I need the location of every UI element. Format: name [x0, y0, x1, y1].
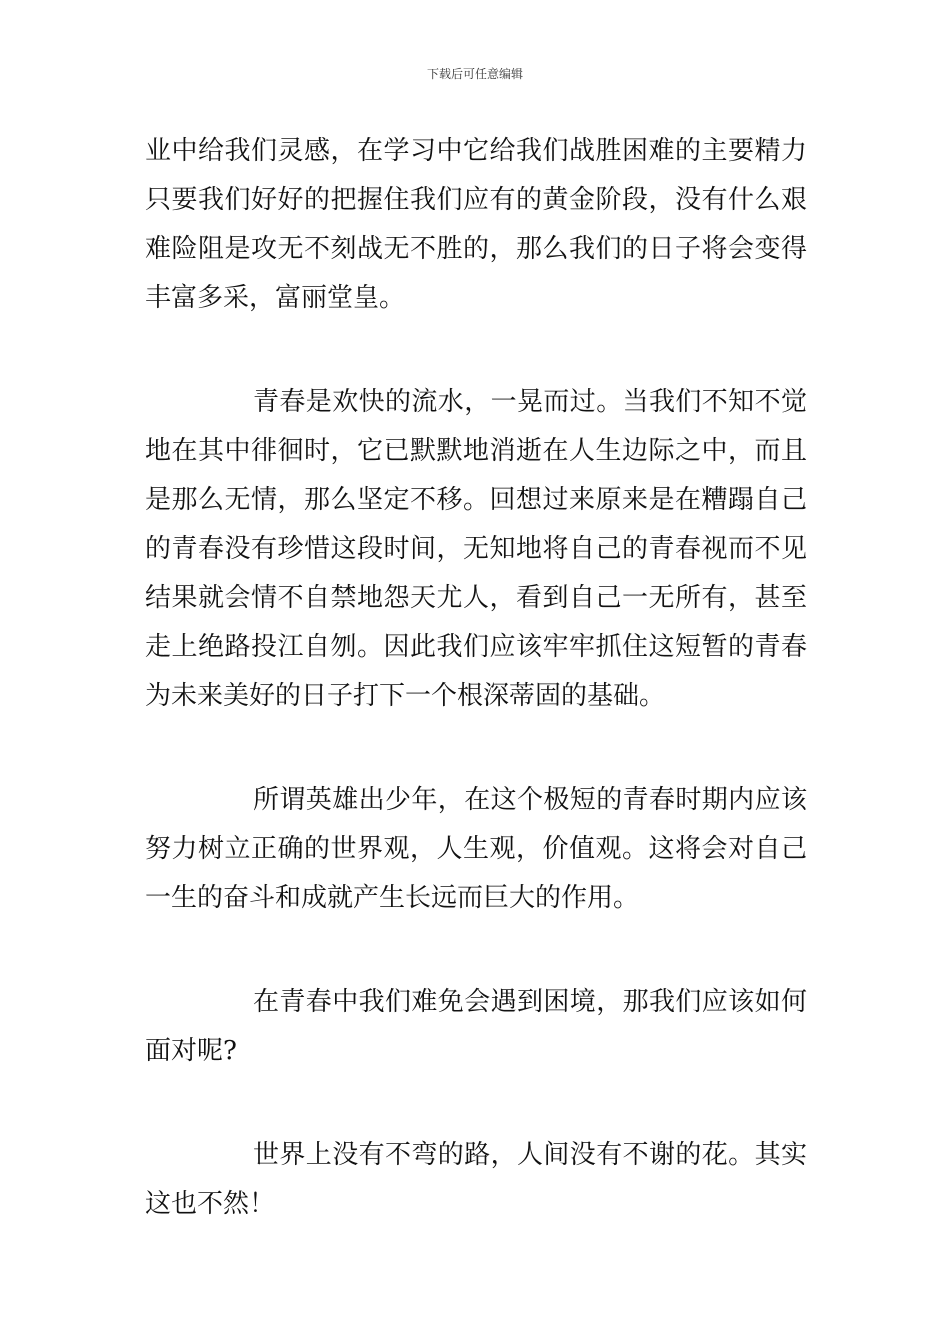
- text-line: 这也不然！: [145, 1189, 276, 1219]
- text-line: 面对呢?: [145, 1036, 237, 1066]
- page-header: 下载后可任意编辑: [426, 67, 523, 81]
- paragraph-1: [145, 127, 807, 323]
- text-line: 走上绝路投江自刎。因此我们应该牢牢抓住这短暂的青春: [145, 632, 807, 662]
- text-line: 是那么无情，那么坚定不移。回想过来原来是在糟蹋自己: [145, 485, 807, 515]
- text-line: 一生的奋斗和成就产生长远而巨大的作用。: [145, 883, 640, 913]
- text-line: 努力树立正确的世界观，人生观，价值观。这将会对自己: [145, 834, 807, 864]
- paragraph-spacer: [145, 721, 807, 776]
- text-line: 地在其中徘徊时，它已默默地消逝在人生边际之中，而且: [145, 436, 807, 466]
- text-line: 难险阻是攻无不刻战无不胜的，那么我们的日子将会变得: [145, 234, 807, 264]
- text-line: 青春是欢快的流水，一晃而过。当我们不知不觉: [253, 387, 807, 417]
- text-line: 只要我们好好的把握住我们应有的黄金阶段，没有什么艰: [145, 185, 807, 215]
- paragraph-spacer: [145, 923, 807, 978]
- text-line: 世界上没有不弯的路，人间没有不谢的花。其实: [253, 1140, 807, 1170]
- text-line: 所谓英雄出少年，在这个极短的青春时期内应该: [253, 785, 807, 815]
- paragraph-2: [145, 378, 807, 721]
- paragraph-4: [145, 978, 807, 1076]
- document-body: [145, 127, 807, 1229]
- paragraph-3: [145, 776, 807, 923]
- text-line: 为未来美好的日子打下一个根深蒂固的基础。: [145, 681, 666, 711]
- paragraph-5: [145, 1131, 807, 1229]
- text-line: 丰富多采，富丽堂皇。: [145, 283, 406, 313]
- text-line: 结果就会情不自禁地怨天尤人，看到自己一无所有，甚至: [145, 583, 807, 613]
- text-line: 业中给我们灵感，在学习中它给我们战胜困难的主要精力: [145, 136, 807, 166]
- paragraph-spacer: [145, 323, 807, 378]
- text-line: 在青春中我们难免会遇到困境，那我们应该如何: [253, 987, 807, 1017]
- text-line: 的青春没有珍惜这段时间，无知地将自己的青春视而不见: [145, 534, 807, 564]
- paragraph-spacer: [145, 1076, 807, 1131]
